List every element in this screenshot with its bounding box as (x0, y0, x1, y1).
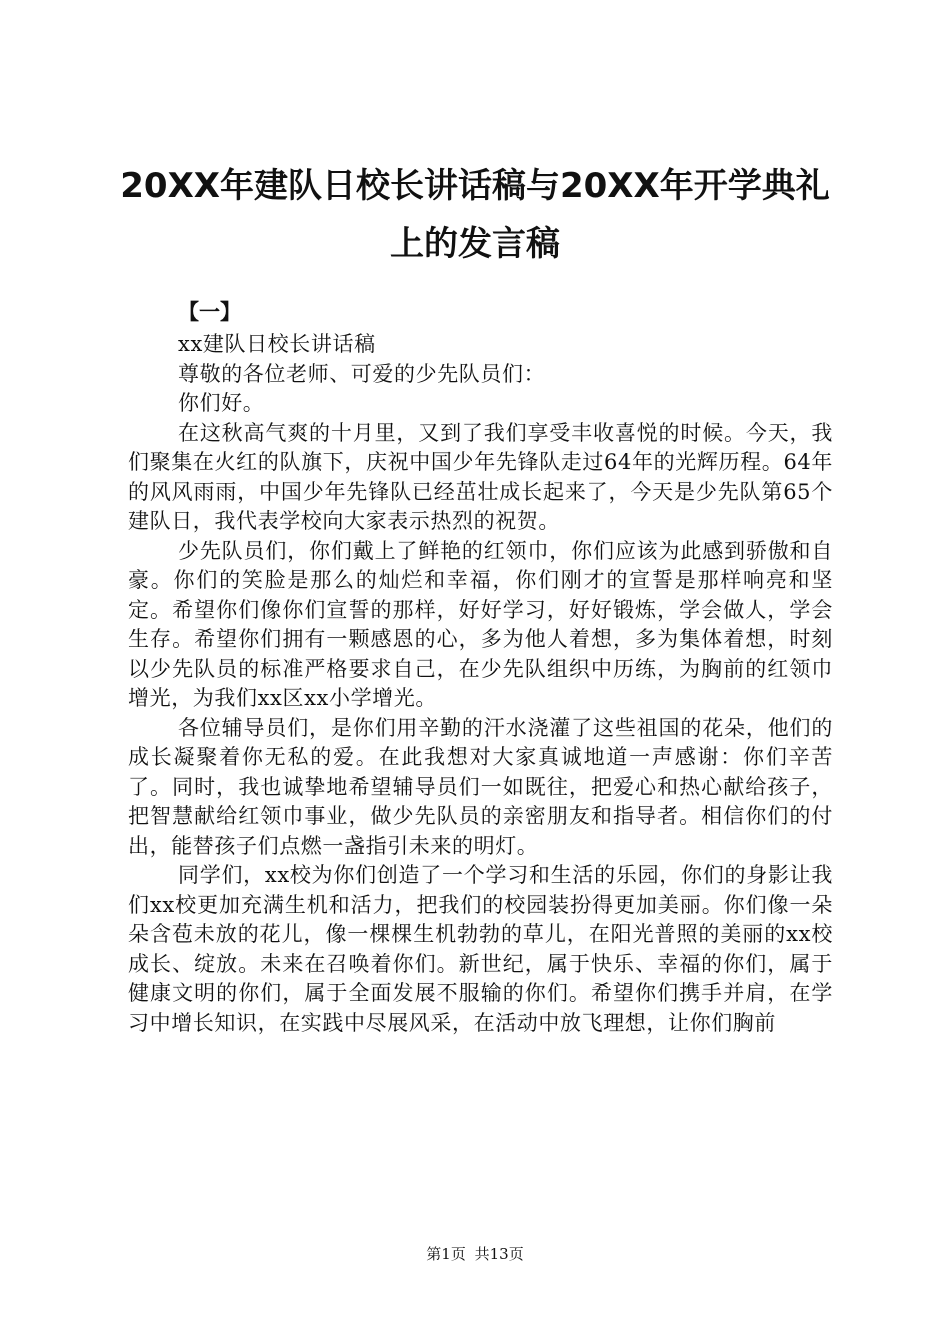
body-paragraph: 在这秋高气爽的十月里，又到了我们享受丰收喜悦的时候。今天，我们聚集在火红的队旗下，庆祝中国少年先锋队走过64年的光辉历程。64年的风风雨雨，中国少年先锋队已经茁壮成长起来了，今天是少先队第65个建队日，我代表学校向大家表示热烈的祝贺。 (128, 420, 833, 533)
page-footer (0, 1244, 950, 1264)
salutation: 尊敬的各位老师、可爱的少先队员们： (178, 361, 546, 386)
body-paragraph: 少先队员们，你们戴上了鲜艳的红领巾，你们应该为此感到骄傲和自豪。你们的笑脸是那么的灿烂和幸福，你们刚才的宣誓是那样响亮和坚定。希望你们像你们宣誓的那样，好好学习，好好锻炼，学会做人，学会生存。希望你们拥有一颗感恩的心，多为他人着想，多为集体着想，时刻以少先队员的标准严格要求自己，在少先队组织中历练，为胸前的红领巾增光，为我们xx区xx小学增光。 (128, 538, 833, 710)
document-body (128, 330, 833, 1038)
body-paragraph: 同学们，xx校为你们创造了一个学习和生活的乐园，你们的身影让我们xx校更加充满生机和活力，把我们的校园装扮得更加美丽。你们像一朵朵含苞未放的花儿，像一棵棵生机勃勃的草儿，在阳光普照的美丽的xx校成长、绽放。未来在召唤着你们。新世纪，属于快乐、幸福的你们，属于健康文明的你们，属于全面发展不服输的你们。希望你们携手并肩，在学习中增长知识，在实践中尽展风采，在活动中放飞理想，让你们胸前 (128, 863, 833, 1035)
speech-subtitle: xx建队日校长讲话稿 (178, 332, 376, 356)
page-total: 共13页 (474, 1245, 524, 1263)
body-paragraph: 各位辅导员们，是你们用辛勤的汗水浇灌了这些祖国的花朵，他们的成长凝聚着你无私的爱。在此我想对大家真诚地道一声感谢：你们辛苦了。同时，我也诚挚地希望辅导员们一如既往，把爱心和热心献给孩子，把智慧献给红领巾事业，做少先队员的亲密朋友和指导者。相信你们的付出，能替孩子们点燃一盏指引未来的明灯。 (128, 715, 833, 858)
section-label: 【一】 (178, 300, 241, 324)
document-title-line-2: 上的发言稿 (390, 224, 560, 264)
page-number: 第1页 (426, 1245, 466, 1263)
document-title-line-1: 20XX年建队日校长讲话稿与20XX年开学典礼 (120, 166, 830, 206)
greeting: 你们好。 (178, 391, 265, 415)
